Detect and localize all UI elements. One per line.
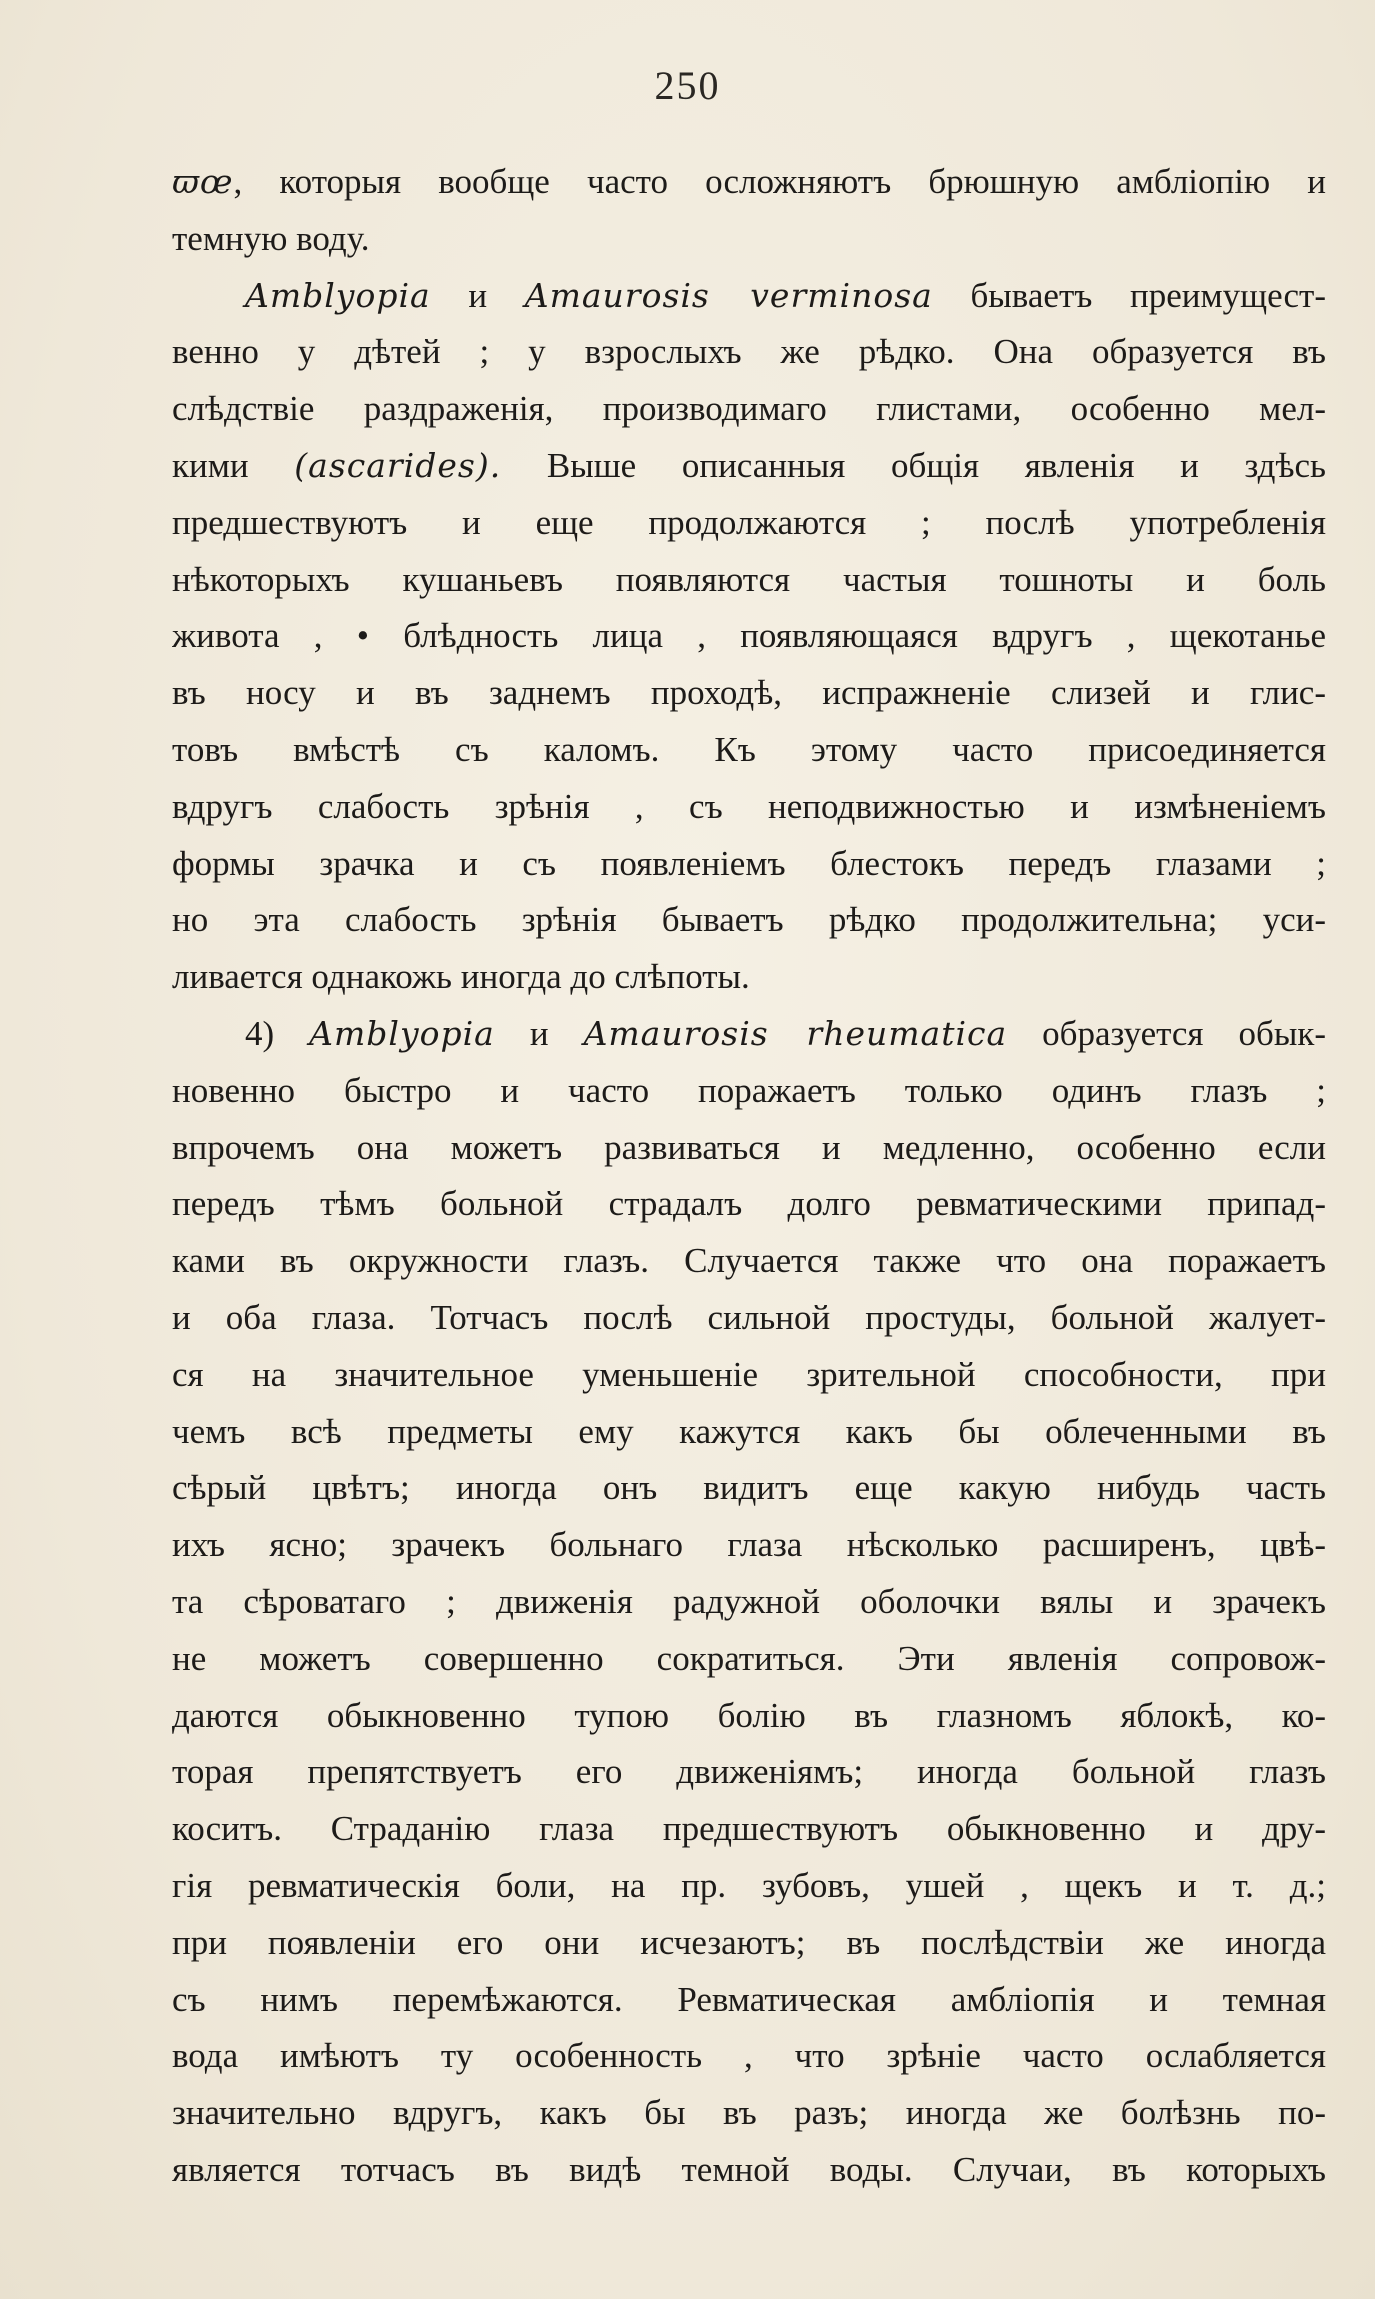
text-line <box>172 381 1326 438</box>
text-line <box>172 608 1326 665</box>
body-text <box>172 154 1326 2199</box>
text-line <box>172 722 1326 779</box>
text-run: съ нимъ перемѣжаются. Ревматическая амбліопія и темная <box>172 1979 1326 2019</box>
italic-term: (ascarides). <box>294 445 502 485</box>
text-line <box>172 1063 1326 1120</box>
text-run: товъ вмѣстѣ съ каломъ. Къ этому часто присоединяется <box>172 729 1326 769</box>
text-line <box>172 1233 1326 1290</box>
italic-term: Amblyopia <box>309 1013 495 1053</box>
text-run: и оба глаза. Тотчасъ послѣ сильной простуды, больной жалует- <box>172 1297 1326 1337</box>
text-line <box>172 211 1326 268</box>
text-run: ся на значительное уменьшеніе зрительной способности, при <box>172 1354 1326 1394</box>
text-run: даются обыкновенно тупою болію въ глазномъ яблокѣ, ко- <box>172 1695 1326 1735</box>
text-run: формы зрачка и съ появленіемъ блестокъ передъ глазами ; <box>172 843 1326 883</box>
text-run: и <box>494 1013 584 1053</box>
text-line <box>172 892 1326 949</box>
text-line <box>172 1290 1326 1347</box>
text-line <box>172 1915 1326 1972</box>
text-line <box>172 1574 1326 1631</box>
text-line <box>172 665 1326 722</box>
text-run: нѣкоторыхъ кушаньевъ появляются частыя тошноты и боль <box>172 559 1326 599</box>
text-run: передъ тѣмъ больной страдалъ долго ревматическими припад- <box>172 1184 1326 1224</box>
text-line <box>172 438 1326 495</box>
text-run: венно у дѣтей ; у взрослыхъ же рѣдко. Она образуется въ <box>172 332 1326 372</box>
text-run: при появленіи его они исчезаютъ; въ послѣдствіи же иногда <box>172 1922 1326 1962</box>
text-run: въ носу и въ заднемъ проходѣ, испражненіе слизей и глис- <box>172 673 1326 713</box>
text-line <box>172 779 1326 836</box>
text-line <box>172 268 1326 325</box>
text-line <box>172 1347 1326 1404</box>
text-line <box>172 1404 1326 1461</box>
text-run: кими <box>172 445 295 485</box>
text-line <box>172 1744 1326 1801</box>
text-line <box>172 1688 1326 1745</box>
text-line <box>172 949 1326 1006</box>
text-line <box>172 2028 1326 2085</box>
text-run: является тотчасъ въ видѣ темной воды. Случаи, въ которыхъ <box>172 2149 1326 2189</box>
text-run: не можетъ совершенно сократиться. Эти явленія сопровож- <box>172 1638 1326 1678</box>
text-line <box>172 1801 1326 1858</box>
text-run: коситъ. Страданію глаза предшествуютъ обыкновенно и дру- <box>172 1809 1326 1849</box>
text-run: вдругъ слабость зрѣнія , съ неподвижностью и измѣненіемъ <box>172 786 1326 826</box>
italic-term: ϖœ <box>172 162 234 201</box>
text-run: торая препятствуетъ его движеніямъ; иногда больной глазъ <box>172 1752 1326 1792</box>
text-line <box>172 1006 1326 1063</box>
text-line <box>172 1858 1326 1915</box>
text-run: гія ревматическія боли, на пр. зубовъ, ушей , щекъ и т. д.; <box>172 1865 1326 1905</box>
text-run: значительно вдругъ, какъ бы въ разъ; иногда же болѣзнь по- <box>172 2093 1326 2133</box>
text-line <box>172 1460 1326 1517</box>
text-run: образуется обык- <box>1007 1013 1326 1053</box>
text-line <box>172 1972 1326 2029</box>
text-run: бываетъ преимущест- <box>932 275 1326 315</box>
text-run: сѣрый цвѣтъ; иногда онъ видитъ еще какую нибудь часть <box>172 1468 1326 1508</box>
text-line <box>172 836 1326 893</box>
text-run: та сѣроватаго ; движенія радужной оболочки вялы и зрачекъ <box>172 1581 1326 1621</box>
text-line <box>172 1517 1326 1574</box>
text-line <box>172 552 1326 609</box>
text-line <box>172 495 1326 552</box>
text-line <box>172 324 1326 381</box>
text-run: ками въ окружности глазъ. Случается также что она поражаетъ <box>172 1241 1326 1281</box>
text-run: но эта слабость зрѣнія бываетъ рѣдко продолжительна; уси- <box>172 900 1326 940</box>
text-line <box>172 1176 1326 1233</box>
text-run: и <box>430 275 525 315</box>
italic-term: Amaurosis rheumatica <box>583 1013 1008 1053</box>
text-run: 4) <box>245 1013 310 1053</box>
text-run: слѣдствіе раздраженія, производимаго глистами, особенно мел- <box>172 389 1326 429</box>
text-run: новенно быстро и часто поражаетъ только одинъ глазъ ; <box>172 1070 1326 1110</box>
text-line <box>172 1120 1326 1177</box>
text-run: чемъ всѣ предметы ему кажутся какъ бы облеченными въ <box>172 1411 1326 1451</box>
text-line <box>172 2142 1326 2199</box>
italic-term: Amblyopia <box>245 275 431 315</box>
text-run: темную воду. <box>172 218 370 258</box>
text-run: , которыя вообще часто осложняютъ брюшную амбліопію и <box>233 162 1326 201</box>
text-run: ихъ ясно; зрачекъ больнаго глаза нѣсколько расширенъ, цвѣ- <box>172 1525 1326 1565</box>
text-run: впрочемъ она можетъ развиваться и медленно, особенно если <box>172 1127 1326 1167</box>
text-run: ливается однакожь иногда до слѣпоты. <box>172 957 750 997</box>
text-run: живота , • блѣдность лица , появляющаяся вдругъ , щекотанье <box>172 616 1326 656</box>
text-line <box>172 2085 1326 2142</box>
text-line <box>172 1631 1326 1688</box>
text-run: вода имѣютъ ту особенность , что зрѣніе часто ослабляется <box>172 2036 1326 2076</box>
text-run: Выше описанныя общія явленія и здѣсь <box>501 445 1326 485</box>
italic-term: Amaurosis verminosa <box>524 275 933 315</box>
text-line <box>172 154 1326 211</box>
text-run: предшествуютъ и еще продолжаются ; послѣ употребленія <box>172 502 1326 542</box>
page-number: 250 <box>654 63 721 108</box>
